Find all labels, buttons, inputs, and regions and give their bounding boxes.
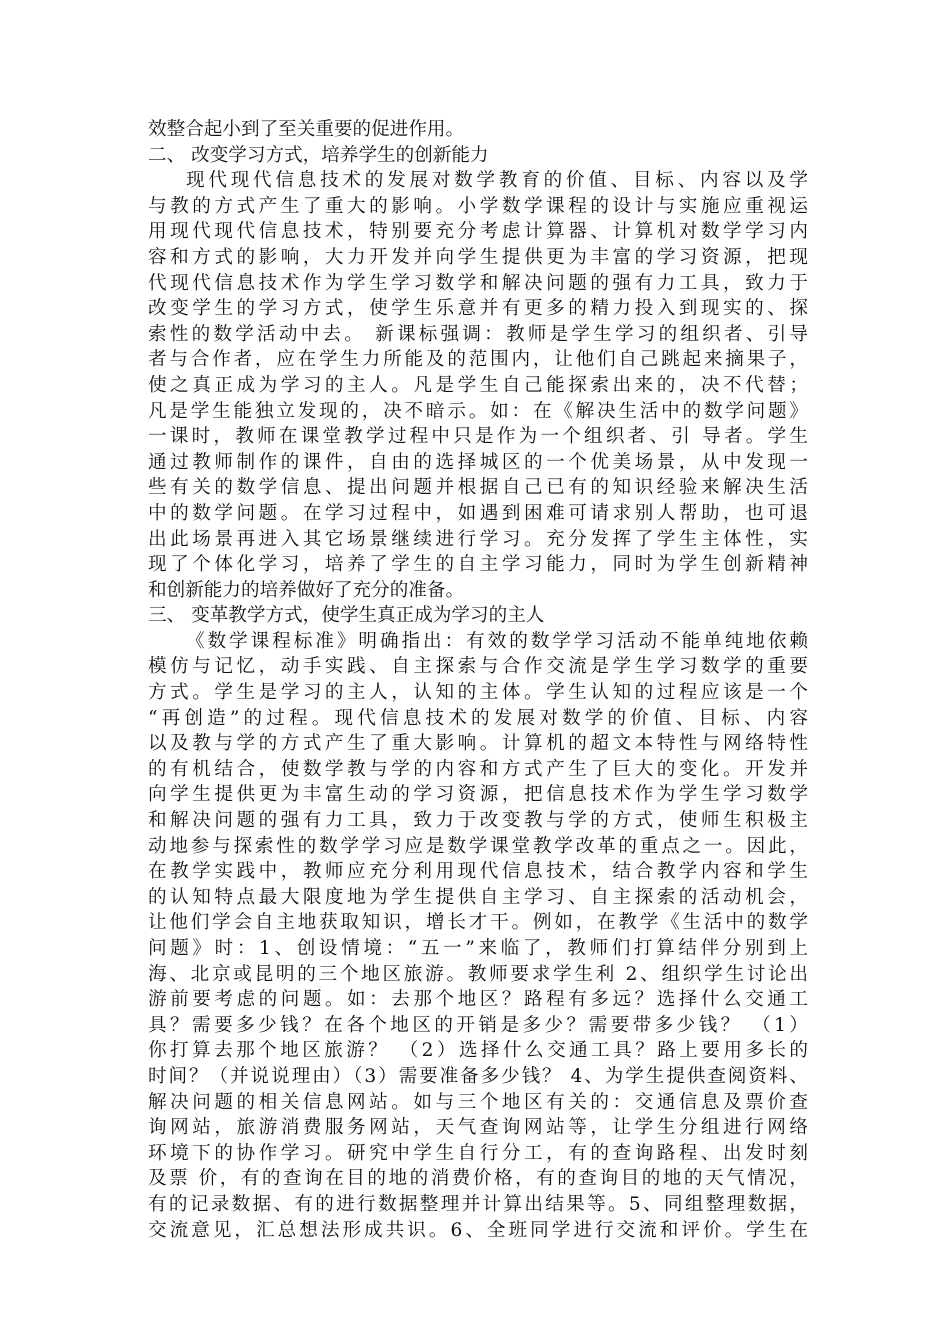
text-line: 向学生提供更为丰富生动的学习资源，把信息技术作为学生学习数学: [148, 784, 808, 806]
text-line: 问题》时：1、创设情境：“五一”来临了，教师们打算结伴分别到上: [148, 938, 808, 959]
text-line: 环境下的协作学习。研究中学生自行分工，有的查询路程、出发时刻: [148, 1142, 808, 1164]
text-line: 的认知特点最大限度地为学生提供自主学习、自主探索的活动机会，: [148, 886, 808, 908]
text-line: 《数学课程标准》明确指出：有效的数学学习活动不能单纯地依赖: [186, 630, 808, 652]
text-line: 些有关的数学信息、提出问题并根据自己已有的知识经验来解决生活: [148, 477, 808, 499]
text-line: 三、 变革教学方式，使学生真正成为学习的主人: [148, 605, 545, 627]
text-line: 游前要考虑的问题。如：去那个地区？路程有多远？选择什么交通工: [148, 989, 808, 1011]
text-line: 现代现代信息技术的发展对数学教育的价值、目标、内容以及学: [186, 170, 808, 192]
text-line: 在教学实践中，教师应充分利用现代信息技术，结合教学内容和学生: [148, 861, 808, 883]
text-line: 改变学生的学习方式，使学生乐意并有更多的精力投入到现实的、探: [148, 298, 808, 320]
text-line: 动地参与探索性的数学学习应是数学课堂教学改革的重点之一。因此，: [148, 835, 808, 857]
text-line: 中的数学问题。在学习过程中，如遇到困难可请求别人帮助，也可退: [148, 502, 808, 524]
text-line: 以及教与学的方式产生了重大影响。计算机的超文本特性与网络特性: [148, 733, 808, 755]
text-line: 二、 改变学习方式，培养学生的创新能力: [148, 144, 489, 166]
text-line: 通过教师制作的课件，自由的选择城区的一个优美场景，从中发现一: [148, 451, 808, 473]
text-line: 询网站，旅游消费服务网站，天气查询网站等，让学生分组进行网络: [148, 1117, 808, 1139]
text-line: 模仿与记忆，动手实践、自主探索与合作交流是学生学习数学的重要: [148, 656, 808, 678]
text-line: 海、北京或昆明的三个地区旅游。教师要求学生利 2、组织学生讨论出: [148, 963, 808, 985]
document-body: [148, 117, 808, 1243]
text-line: 有的记录数据、有的进行数据整理并计算出结果等。5、同组整理数据，: [148, 1193, 808, 1215]
text-line: 效整合起小到了至关重要的促进作用。: [148, 119, 465, 140]
text-line: 现了个体化学习，培养了学生的自主学习能力，同时为学生创新精神: [148, 554, 808, 576]
text-line: 具？需要多少钱？在各个地区的开销是多少？需要带多少钱？ （1）: [148, 1014, 808, 1036]
text-line: 出此场景再进入其它场景继续进行学习。充分发挥了学生主体性，实: [148, 528, 808, 550]
text-line: 解决问题的相关信息网站。如与三个地区有关的：交通信息及票价查: [148, 1091, 808, 1113]
text-line: 交流意见，汇总想法形成共识。6、全班同学进行交流和评价。学生在: [148, 1219, 808, 1241]
text-line: 使之真正成为学习的主人。凡是学生自己能探索出来的，决不代替；: [148, 374, 808, 396]
text-line: 你打算去那个地区旅游？ （2）选择什么交通工具？路上要用多长的: [148, 1040, 808, 1062]
text-line: 代现代信息技术作为学生学习数学和解决问题的强有力工具，致力于: [148, 272, 808, 294]
text-line: 和创新能力的培养做好了充分的准备。: [148, 579, 465, 601]
text-line: 时间？（并说说理由）（3）需要准备多少钱？ 4、为学生提供查阅资料、: [148, 1065, 808, 1087]
text-line: 与教的方式产生了重大的影响。小学数学课程的设计与实施应重视运: [148, 195, 808, 217]
text-line: 方式。学生是学习的主人，认知的主体。学生认知的过程应该是一个: [148, 682, 808, 704]
text-line: 让他们学会自主地获取知识，增长才干。例如，在教学《生活中的数学: [148, 912, 808, 934]
text-line: 凡是学生能独立发现的，决不暗示。如：在《解决生活中的数学问题》: [148, 400, 808, 422]
text-line: “再创造”的过程。现代信息技术的发展对数学的价值、目标、内容: [148, 707, 808, 729]
text-line: 一课时，教师在课堂教学过程中只是作为一个组织者、引 导者。学生: [148, 426, 808, 448]
text-line: 及票 价，有的查询在目的地的消费价格，有的查询目的地的天气情况，: [148, 1168, 808, 1190]
text-line: 用现代现代信息技术，特别要充分考虑计算器、计算机对数学学习内: [148, 221, 808, 243]
text-line: 容和方式的影响，大力开发并向学生提供更为丰富的学习资源，把现: [148, 246, 808, 268]
text-line: 者与合作者，应在学生力所能及的范围内，让他们自己跳起来摘果子，: [148, 349, 808, 371]
text-line: 索性的数学活动中去。 新课标强调：教师是学生学习的组织者、引导: [148, 323, 808, 345]
text-line: 的有机结合，使数学教与学的内容和方式产生了巨大的变化。开发并: [148, 758, 808, 780]
text-line: 和解决问题的强有力工具，致力于改变教与学的方式，使师生积极主: [148, 810, 808, 832]
